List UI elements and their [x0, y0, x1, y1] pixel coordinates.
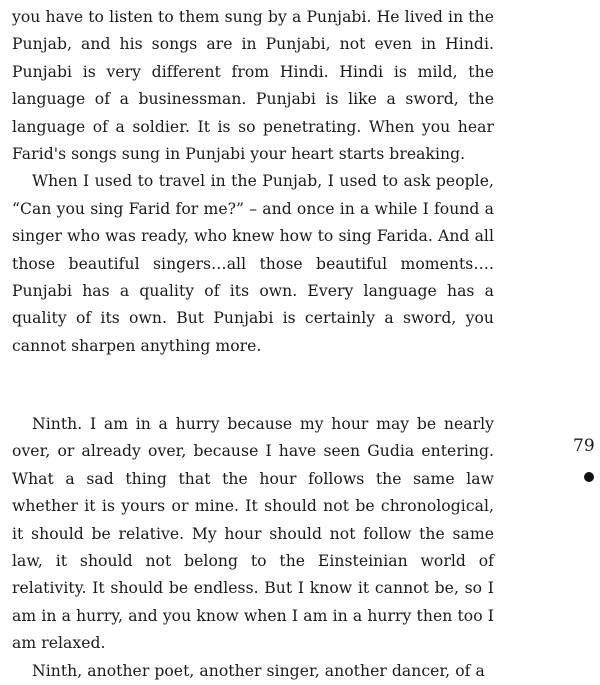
page-number: 79: [573, 436, 595, 456]
page-marker-dot-icon: [584, 472, 594, 482]
paragraph-4: Ninth, another poet, another singer, another dancer, of a: [32, 661, 485, 680]
paragraph-1: you have to listen to them sung by a Punjabi. He lived in the Punjab, and his songs are in Punjabi, not even in Hindi. Punjabi is very different from Hindi. Hindi is mild, the language of a businessman. Punjabi is like a sword, the language of a soldier. It is so penetrating. When you hear Farid's songs sung in Punjabi your heart starts breaking.: [12, 8, 494, 164]
text-section-upper: [12, 4, 494, 360]
paragraph-2: When I used to travel in the Punjab, I used to ask people, “Can you sing Farid for me?” – and once in a while I found a singer who was ready, who knew how to sing Farida. And all those beautiful singers…all those beautiful moments…. Punjabi has a quality of its own. Every language has a quality of its own. But Punjabi is certainly a sword, you cannot sharpen anything more.: [12, 172, 494, 355]
text-section-lower: [12, 411, 494, 685]
paragraph-3: Ninth. I am in a hurry because my hour may be nearly over, or already over, because I have seen Gudia entering. What a sad thing that the hour follows the same law whether it is yours or mine. It should not be chronological, it should be relative. My hour should not follow the same law, it should not belong to the Einsteinian world of relativity. It should be endless. But I know it cannot be, so I am in a hurry, and you know when I am in a hurry then too I am relaxed.: [12, 415, 494, 653]
